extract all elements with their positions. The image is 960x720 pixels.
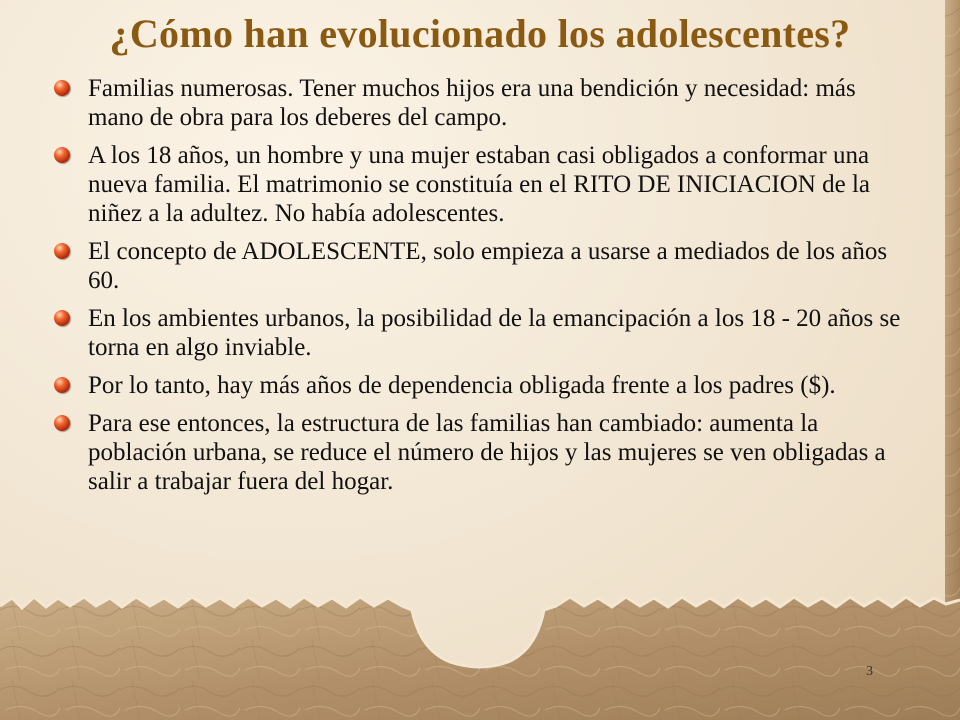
- slide-title: ¿Cómo han evolucionado los adolescentes?: [109, 11, 851, 56]
- bullet-item: [52, 74, 912, 132]
- red-sphere-bullet-icon: [54, 310, 70, 326]
- bullet-text: Por lo tanto, hay más años de dependencia obligada frente a los padres ($).: [88, 372, 836, 399]
- red-sphere-bullet-icon: [54, 415, 70, 431]
- bullet-text: Para ese entonces, la estructura de las familias han cambiado: aumenta la población urbana, se reduce el número de hijos y las mujeres se ven obligadas a salir a trabajar fuera del hogar.: [88, 410, 886, 495]
- bullet-item: [52, 371, 912, 400]
- bullet-item: [52, 304, 912, 362]
- bullet-text: El concepto de ADOLESCENTE, solo empieza a usarse a mediados de los años 60.: [88, 238, 888, 294]
- bullet-item: [52, 237, 912, 295]
- bullet-text: En los ambientes urbanos, la posibilidad de la emancipación a los 18 - 20 años se torna en algo inviable.: [88, 305, 901, 361]
- bullet-list: [52, 74, 912, 505]
- bullet-text: A los 18 años, un hombre y una mujer estaban casi obligados a conformar una nueva familia. El matrimonio se constituía en el RITO DE INICIACION de la niñez a la adultez. No había adolescentes.: [88, 142, 870, 227]
- red-sphere-bullet-icon: [54, 147, 70, 163]
- page-number: 3: [866, 664, 873, 679]
- red-sphere-bullet-icon: [54, 377, 70, 393]
- bullet-item: [52, 409, 912, 496]
- bullet-text: Familias numerosas. Tener muchos hijos era una bendición y necesidad: más mano de obra para los deberes del campo.: [88, 75, 856, 131]
- red-sphere-bullet-icon: [54, 80, 70, 96]
- red-sphere-bullet-icon: [54, 243, 70, 259]
- bullet-item: [52, 141, 912, 228]
